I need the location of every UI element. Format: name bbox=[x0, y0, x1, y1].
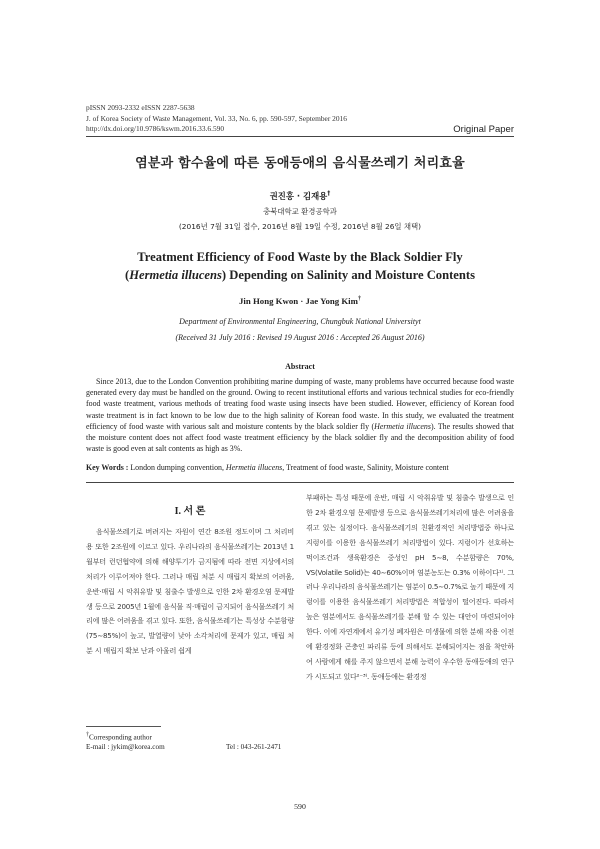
english-title-line-2 bbox=[86, 267, 514, 283]
english-title-line-1: Treatment Efficiency of Food Waste by the Black Soldier Fly bbox=[137, 250, 463, 264]
footnote bbox=[86, 730, 294, 752]
article-type-label: Original Paper bbox=[453, 124, 514, 135]
korean-authors-mark: † bbox=[327, 190, 331, 198]
english-affiliation: Department of Environmental Engineering, Chungbuk National Universityt bbox=[179, 317, 421, 326]
abstract-heading: Abstract bbox=[285, 362, 315, 371]
keywords bbox=[86, 463, 514, 472]
english-title-species: Hermetia illucens bbox=[129, 268, 222, 282]
footnote-mark: † bbox=[86, 732, 89, 738]
section-heading-introduction: I. 서 론 bbox=[174, 506, 206, 517]
keywords-divider bbox=[86, 482, 514, 483]
abstract-body bbox=[86, 376, 514, 454]
abstract-text-2: ). The results showed that the moisture content does not affect food waste treatment efficiency by the black soldier fly and the decomposition ability of food waste is good even at salt contents as high as 3%. bbox=[86, 421, 514, 454]
korean-authors bbox=[86, 190, 514, 202]
footnote-corresponding bbox=[86, 730, 294, 742]
keywords-before: London dumping convention, bbox=[128, 463, 226, 472]
korean-received-dates: (2016년 7월 31일 접수, 2016년 8월 19일 수정, 2016년 8월 26일 채택) bbox=[178, 222, 422, 231]
right-column bbox=[306, 491, 514, 685]
footnote-divider bbox=[86, 726, 161, 727]
keywords-label: Key Words : bbox=[86, 463, 129, 472]
english-authors-names: Jin Hong Kwon · Jae Yong Kim bbox=[239, 296, 358, 306]
doi-link[interactable]: http://dx.doi.org/10.9786/kswm.2016.33.6.590 bbox=[86, 124, 225, 133]
left-column-paragraph: 음식물쓰레기로 버려지는 자원이 연간 8조원 정도이며 그 처리비용 또한 2조원에 이르고 있다. 우리나라의 음식물쓰레기는 2013년 1월부터 런던협약에 의해 해양투기가 금지됨에 따라 전면 지상에서의 처리가 이루어져야 한다. 그러나 매립 처분 시 매립지 확보의 어려움, 운반·매립 시 악취유발 및 침출수 발생으로 인한 2차 환경오염 문제발생 등으로 2005년 1월에 음식물 직·매립이 금지되어 음식물쓰레기 처리에 많은 어려움을 겪고 있다. 또한, 음식물쓰레기는 특성상 수분함량(75∼85%)이 높고, 발열량이 낮아 소각처리에 문제가 있고, 매립 처분 시 매립지 확보 난과 아울러 쉽게 bbox=[86, 527, 294, 656]
english-authors-mark: † bbox=[357, 296, 361, 303]
korean-authors-names: 권진홍 · 김재용 bbox=[269, 191, 328, 201]
english-title-paren-close: ) bbox=[221, 268, 227, 282]
abstract-species: Hermetia illucens bbox=[374, 421, 431, 431]
footnote-contact bbox=[86, 742, 294, 752]
footnote-tel: Tel : 043-261-2471 bbox=[226, 743, 282, 752]
footnote-label: Corresponding author bbox=[89, 733, 152, 742]
korean-title: 염분과 함수율에 따른 동애등애의 음식물쓰레기 처리효율 bbox=[135, 156, 465, 171]
page-number: 590 bbox=[294, 802, 306, 811]
issn-line: pISSN 2093-2332 eISSN 2287-5638 bbox=[86, 103, 195, 112]
keywords-species: Hermetia illucens bbox=[225, 463, 283, 472]
keywords-after: , Treatment of food waste, Salinity, Moisture content bbox=[282, 463, 449, 472]
footnote-email[interactable]: E-mail : jykim@korea.com bbox=[86, 743, 165, 752]
english-title-rest: Depending on Salinity and Moisture Contents bbox=[226, 268, 475, 282]
abstract-text-1: Since 2013, due to the London Convention prohibiting marine dumping of waste, many problems have occurred because food waste generated every day must be handled on the ground. Owing to recent institutional efforts and various technical studies for eco-friendly food waste treatment, various methods of treating food waste using insects have been studied. However, efficiency of Korean food waste treatment is in fact known to be low due to the high salinity of Korean food waste. In this study, we evaluated the treatment efficiency of food waste with various salt and moisture contents by the black soldier fly ( bbox=[86, 377, 514, 431]
korean-affiliation: 충북대학교 환경공학과 bbox=[263, 207, 337, 216]
header-divider bbox=[86, 136, 514, 137]
english-title-paren-open: ( bbox=[125, 268, 130, 282]
right-column-paragraph: 부패하는 특성 때문에 운반, 매립 시 악취유발 및 침출수 발생으로 인한 2차 환경오염 문제발생 등으로 음식물쓰레기처리에 많은 어려움을 겪고 있는 실정이다. 음식물쓰레기의 친환경적인 처리방법중 하나로 지렁이를 이용한 음식물쓰레기 처리방법이 있다. 지렁이가 선호하는 먹이조건과 생육환경은 중성인 pH 5∼8, 수분함량은 70%, VS(Volatile Solid)는 40∼60%이며 염분농도는 0.3% 이하이다¹⁾. 그러나 우리나라의 음식물쓰레기는 염분이 0.5∼0.7%로 높기 때문에 지렁이를 이용한 음식물쓰레기 처리방법은 적합성이 떨어진다. 따라서 높은 염분에서도 음식물쓰레기를 분해 할 수 있는 대안이 마련되어야 한다. 이에 자연계에서 유기성 폐자원은 미생물에 의한 분해 작용 이전에 환경정화 곤충인 파리류 등에 의해서도 분해되어지는 점을 착안하여 사람에게 해를 주지 않으면서 분해 능력이 우수한 동애등애의 연구가 시도되고 있다²⁻³⁾. 동애등애는 환경정 bbox=[306, 493, 514, 681]
english-authors bbox=[86, 296, 514, 306]
journal-citation: J. of Korea Society of Waste Management, Vol. 33, No. 6, pp. 590-597, September 2016 bbox=[86, 113, 347, 123]
english-received-dates: (Received 31 July 2016 : Revised 19 August 2016 : Accepted 26 August 2016) bbox=[175, 333, 425, 342]
left-column bbox=[86, 525, 294, 659]
